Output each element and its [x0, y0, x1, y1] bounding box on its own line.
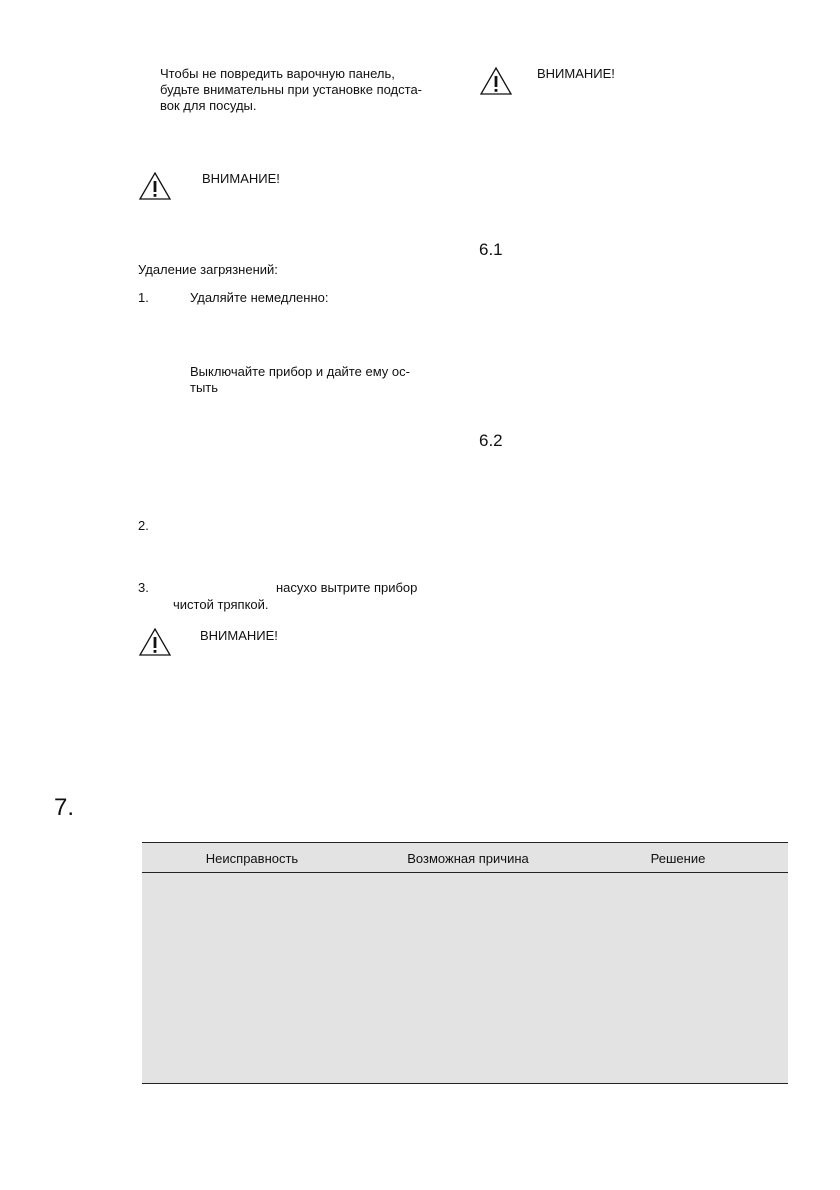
column-header-cause: Возможная причина	[407, 851, 529, 866]
step-number: 3.	[138, 580, 149, 595]
intro-line: Чтобы не повредить варочную панель,	[160, 66, 395, 81]
intro-line: вок для посуды.	[160, 98, 257, 113]
troubleshooting-table	[142, 842, 788, 1084]
step-text: насухо вытрите прибор	[276, 580, 418, 595]
warning-label: ВНИМАНИЕ!	[537, 66, 615, 81]
section-heading-6-1: 6.1	[479, 240, 503, 259]
warning-icon	[138, 627, 172, 657]
warning-label: ВНИМАНИЕ!	[200, 628, 278, 643]
intro-line: будьте внимательны при установке подста-	[160, 82, 423, 97]
warning-icon	[479, 66, 513, 96]
step-text: Удаляйте немедленно:	[190, 290, 329, 305]
section-heading-6-2: 6.2	[479, 431, 503, 450]
table-header-row	[142, 843, 788, 872]
note-line: тыть	[190, 380, 219, 395]
warning-icon	[138, 171, 172, 201]
column-header-fault: Неисправность	[205, 851, 299, 866]
column-header-solution: Решение	[650, 851, 706, 866]
step-number: 2.	[138, 518, 149, 533]
table-body	[142, 873, 788, 1083]
step-note	[190, 364, 450, 396]
warning-label: ВНИМАНИЕ!	[202, 171, 280, 186]
note-line: Выключайте прибор и дайте ему ос-	[190, 364, 410, 379]
table-bottom-rule	[142, 1083, 788, 1084]
intro-text	[160, 66, 460, 114]
chapter-number: 7.	[54, 794, 75, 821]
removal-title: Удаление загрязнений:	[138, 262, 278, 277]
step-number: 1.	[138, 290, 149, 305]
step-text-continued: чистой тряпкой.	[173, 597, 269, 612]
